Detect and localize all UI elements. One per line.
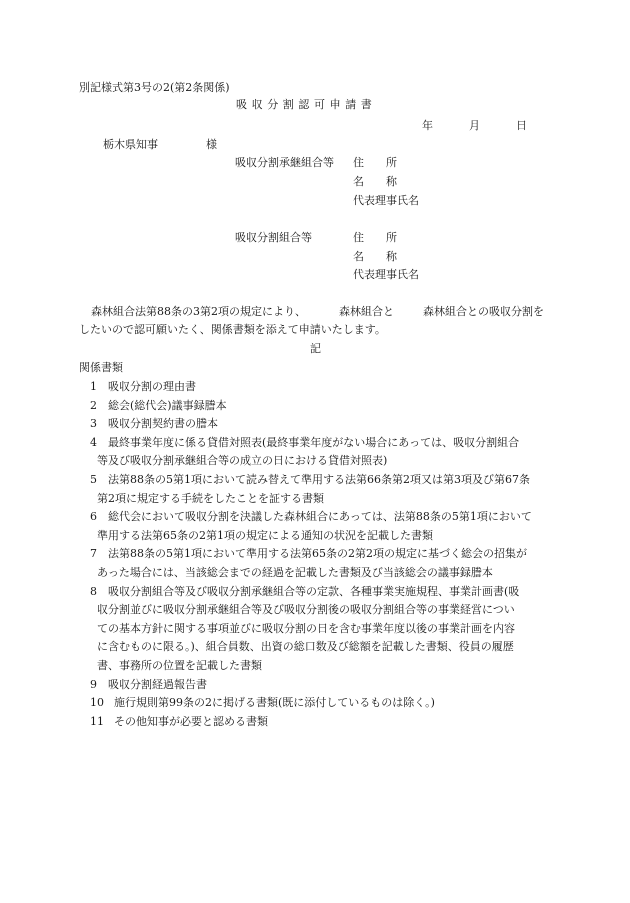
ki-marker: 記 <box>310 342 321 355</box>
split-union-label: 吸収分割組合等 <box>235 231 312 244</box>
list-item-text: 総代会において吸収分割を決議した森林組合にあっては、法第88条の5第1項において <box>108 510 532 524</box>
list-item-number: 2 <box>90 398 97 412</box>
document-title: 吸収分割認可申請書 <box>236 98 377 111</box>
docs-heading: 関係書類 <box>79 361 123 374</box>
list-item-text: 吸収分割の理由書 <box>108 380 196 393</box>
split-name-label: 名 称 <box>353 250 397 263</box>
list-item-continuation: に含むものに限る。)、組合員数、出資の総口数及び総額を記載した書類、役員の履歴 <box>97 640 514 654</box>
form-label: 別記様式第3号の2(第2条関係) <box>79 81 230 94</box>
list-item-number: 3 <box>90 417 97 431</box>
split-rep-label: 代表理事氏名 <box>353 268 419 281</box>
list-item-text: 最終事業年度に係る貸借対照表(最終事業年度がない場合にあっては、吸収分割組合 <box>108 435 520 449</box>
list-item-text: 吸収分割経過報告書 <box>108 677 207 691</box>
list-item-continuation: 収分割並びに吸収分割承継組合等及び吸収分割後の吸収分割組合等の事業経営につい <box>97 603 515 617</box>
list-item-number: 1 <box>90 380 97 393</box>
list-item-continuation: ての基本方針に関する事項並びに吸収分割の日を含む事業年度以後の事業計画を内容 <box>97 621 515 635</box>
list-item-continuation: 準用する法第65条の2第1項の規定による通知の状況を記載した書類 <box>97 528 433 542</box>
list-item-number: 7 <box>90 547 97 561</box>
list-item-text: 総会(総代会)議事録謄本 <box>108 398 227 412</box>
list-item-number: 10 <box>90 696 104 710</box>
list-item-continuation: あった場合には、当該総会までの経過を記載した書類及び当該総会の議事録謄本 <box>97 566 493 579</box>
list-item-number: 9 <box>90 677 97 691</box>
body-line2: したいので認可願いたく、関係書類を添えて申請いたします。 <box>79 323 386 336</box>
list-item-continuation: 等及び吸収分割承継組合等の成立の日における貸借対照表) <box>97 454 388 468</box>
list-item-number: 8 <box>90 584 97 598</box>
list-item-number: 4 <box>90 435 97 449</box>
addressee-name: 栃木県知事 <box>103 138 158 151</box>
list-item-number: 5 <box>90 473 97 486</box>
successor-name-label: 名 称 <box>353 175 397 188</box>
successor-address-label: 住 所 <box>353 156 397 169</box>
addressee-honorific: 様 <box>206 138 217 151</box>
list-item-text: 吸収分割契約書の謄本 <box>108 417 218 431</box>
body-line1-b: 森林組合と <box>339 305 394 318</box>
list-item-text: 施行規則第99条の2に掲げる書類(既に添付しているものは除く。) <box>114 696 435 710</box>
list-item-number: 11 <box>90 714 104 728</box>
list-item-text: その他知事が必要と認める書類 <box>114 714 268 728</box>
list-item-continuation: 第2項に規定する手続をしたことを証する書類 <box>97 491 324 505</box>
body-line1-c: 森林組合との吸収分割を <box>423 305 544 318</box>
list-item-text: 法第88条の5第1項において準用する法第65条の2第2項の規定に基づく総会の招集が <box>108 547 527 561</box>
list-item-text: 吸収分割組合等及び吸収分割承継組合等の定款、各種事業実施規程、事業計画書(吸 <box>108 584 520 598</box>
split-address-label: 住 所 <box>353 231 397 244</box>
date-year-label: 年 <box>422 119 433 132</box>
successor-union-label: 吸収分割承継組合等 <box>235 156 334 169</box>
list-item-number: 6 <box>90 510 97 524</box>
body-line1-a: 森林組合法第88条の3第2項の規定により、 <box>91 305 306 318</box>
successor-rep-label: 代表理事氏名 <box>353 194 419 207</box>
date-day-label: 日 <box>516 119 527 132</box>
list-item-continuation: 書、事務所の位置を記載した書類 <box>97 659 262 672</box>
list-item-text: 法第88条の5第1項において読み替えて準用する法第66条第2項又は第3項及び第67条 <box>108 473 530 486</box>
date-month-label: 月 <box>469 119 480 132</box>
